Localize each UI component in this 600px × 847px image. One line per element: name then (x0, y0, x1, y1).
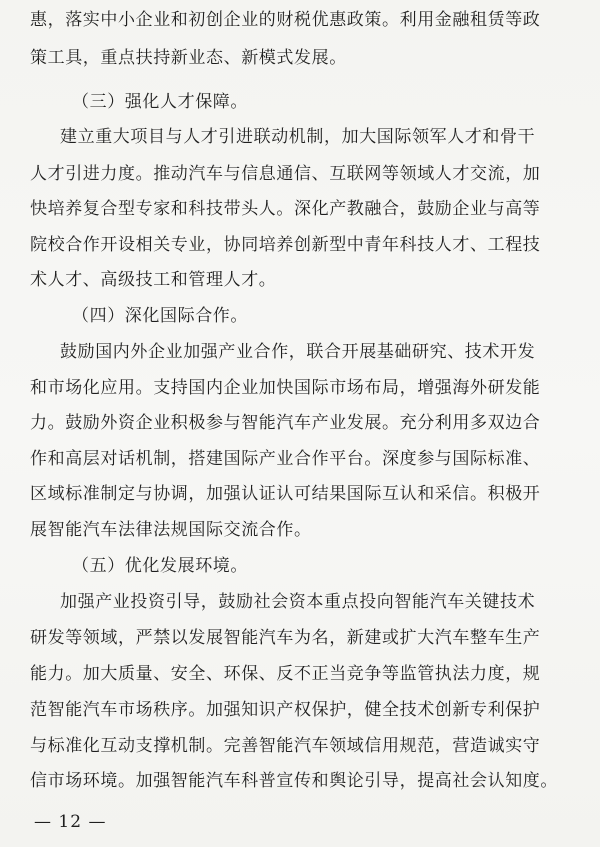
body-line: 力。鼓励外资企业积极参与智能汽车产业发展。充分利用多双边合 (30, 413, 541, 433)
body-line: 与标准化互动支撑机制。完善智能汽车领域信用规范，营造诚实守 (30, 736, 541, 756)
section-heading-5: （五）优化发展环境。 (72, 556, 248, 576)
body-line: 策工具，重点扶持新业态、新模式发展。 (30, 48, 347, 68)
body-line: 建立重大项目与人才引进联动机制，加大国际领军人才和骨干 (60, 127, 536, 147)
body-line: 加强产业投资引导，鼓励社会资本重点投向智能汽车关键技术 (60, 592, 536, 612)
body-line: 院校合作开设相关专业，协同培养创新型中青年科技人才、工程技 (30, 235, 541, 255)
body-line: 展智能汽车法律法规国际交流合作。 (30, 520, 312, 540)
page-number: — 12 — (34, 812, 107, 832)
body-line: 研发等领域，严禁以发展智能汽车为名，新建或扩大汽车整车生产 (30, 628, 541, 648)
body-line: 术人才、高级技工和管理人才。 (30, 270, 277, 290)
body-line: 范智能汽车市场秩序。加强知识产权保护，健全技术创新专利保护 (30, 700, 541, 720)
body-line: 能力。加大质量、安全、环保、反不正当竞争等监管执法力度，规 (30, 664, 541, 684)
body-line: 和市场化应用。支持国内企业加快国际市场布局，增强海外研发能 (30, 378, 541, 398)
body-line: 作和高层对话机制，搭建国际产业合作平台。深度参与国际标准、 (30, 449, 541, 469)
body-line: 区域标准制定与协调，加强认证认可结果国际互认和采信。积极开 (30, 484, 541, 504)
body-line: 信市场环境。加强智能汽车科普宣传和舆论引导，提高社会认知度。 (30, 771, 558, 791)
body-line: 鼓励国内外企业加强产业合作，联合开展基础研究、技术开发 (60, 342, 536, 362)
body-line: 人才引进力度。推动汽车与信息通信、互联网等领域人才交流，加 (30, 164, 541, 184)
section-heading-4: （四）深化国际合作。 (72, 306, 248, 326)
body-line: 惠，落实中小企业和初创企业的财税优惠政策。利用金融租赁等政 (30, 10, 541, 30)
section-heading-3: （三）强化人才保障。 (72, 92, 248, 112)
body-line: 快培养复合型专家和科技带头人。深化产教融合，鼓励企业与高等 (30, 199, 541, 219)
